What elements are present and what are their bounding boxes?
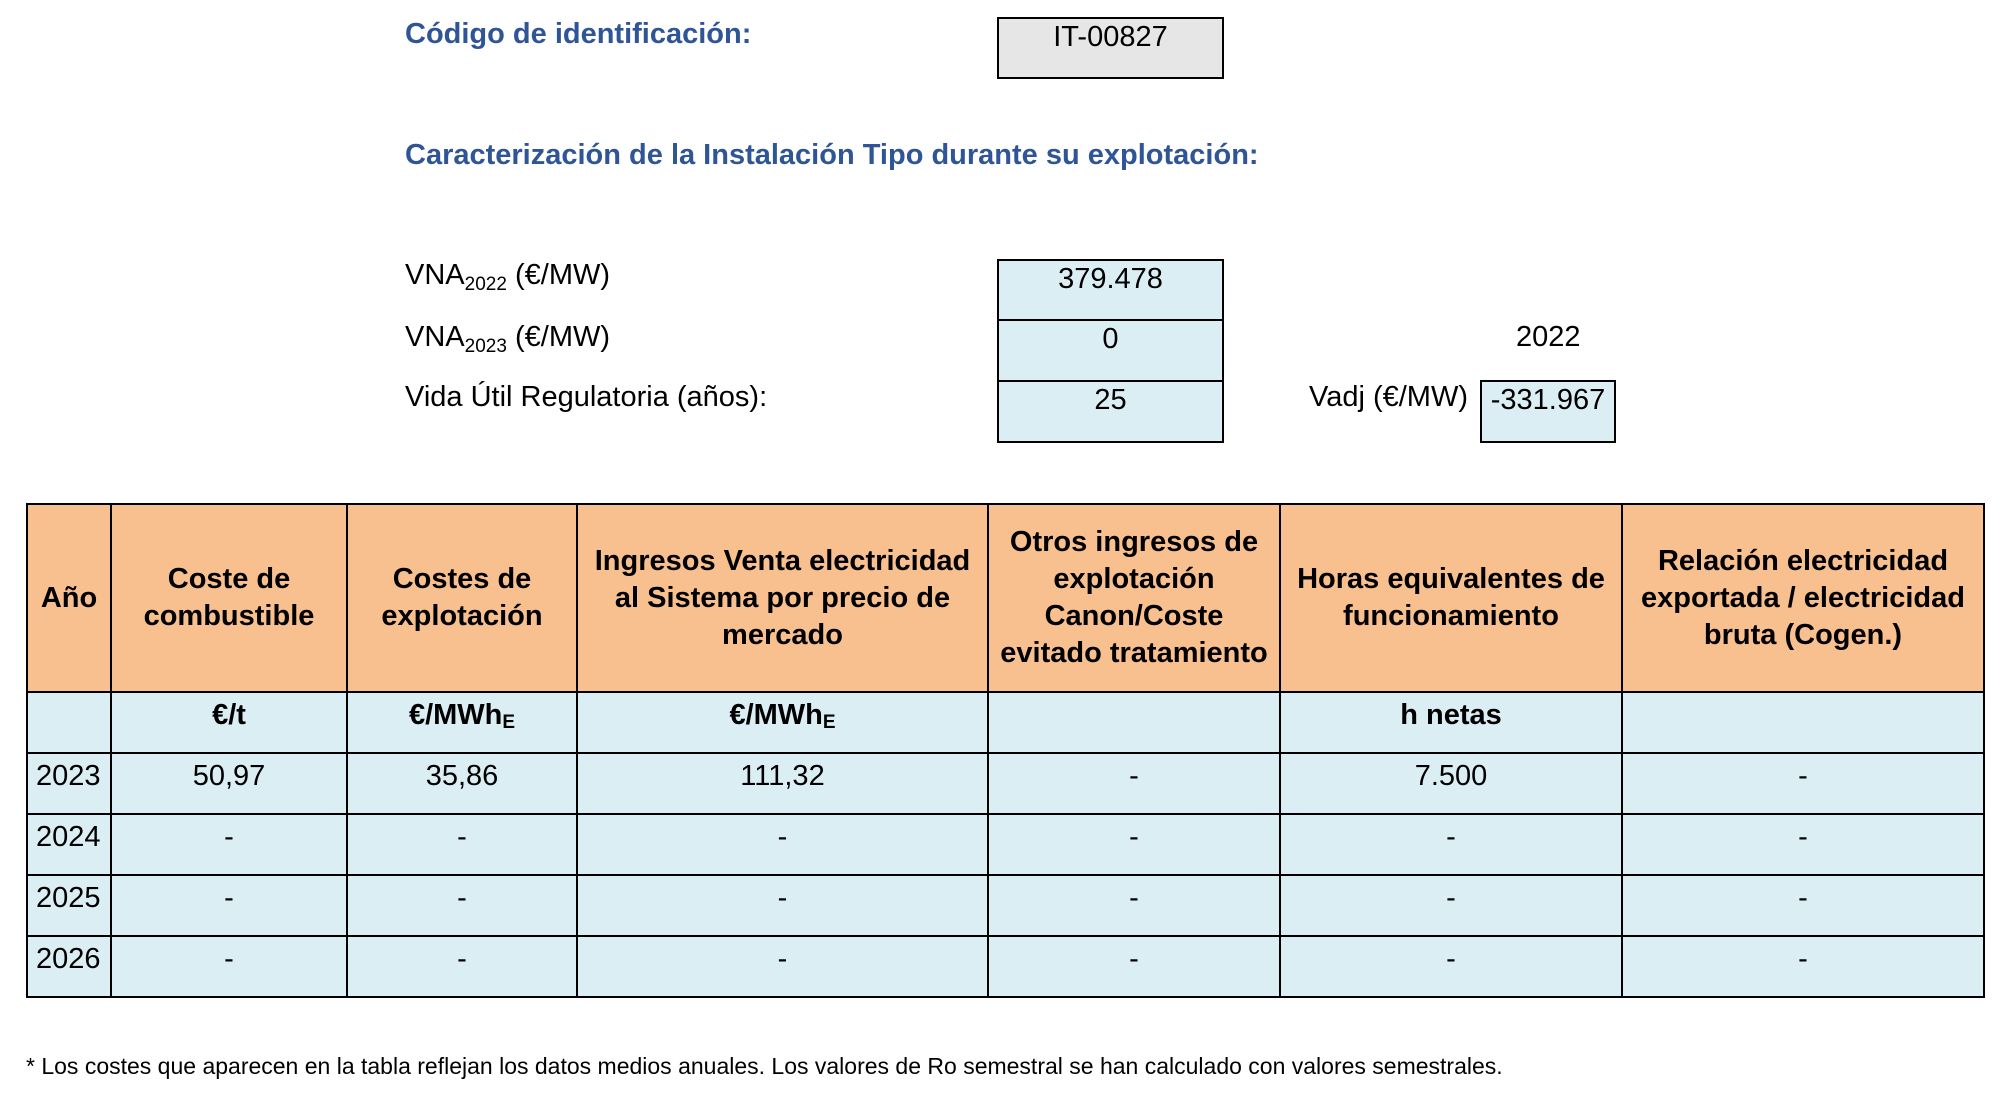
- section-title: Caracterización de la Instalación Tipo durante su explotación:: [405, 139, 1259, 171]
- table-cell: -: [577, 814, 988, 875]
- table-cell: -: [111, 814, 347, 875]
- table-cell: 111,32: [577, 753, 988, 814]
- table-cell: -: [1622, 875, 1984, 936]
- vadj-value: -331.967: [1480, 380, 1616, 443]
- table-cell: -: [1280, 814, 1622, 875]
- footnote: * Los costes que aparecen en la tabla reflejan los datos medios anuales. Los valores de Ro semestral se han calculado con valores semestrales.: [26, 1053, 1503, 1079]
- header-fuel-cost: Coste de combustible: [111, 504, 347, 692]
- table-row: [27, 936, 1984, 997]
- unit-cell: €/MWhE: [577, 692, 988, 753]
- table-row: [27, 814, 1984, 875]
- table-cell: -: [988, 814, 1280, 875]
- table-cell: -: [111, 875, 347, 936]
- table-cell: -: [1280, 936, 1622, 997]
- table-cell: -: [988, 875, 1280, 936]
- table-cell: -: [1622, 753, 1984, 814]
- table-row: [27, 753, 1984, 814]
- codigo-label: Código de identificación:: [405, 18, 752, 50]
- table-cell: -: [577, 936, 988, 997]
- table-cell: -: [988, 753, 1280, 814]
- unit-cell: [988, 692, 1280, 753]
- table-cell: 50,97: [111, 753, 347, 814]
- header-market-revenue: Ingresos Venta electricidad al Sistema por precio de mercado: [577, 504, 988, 692]
- table-row: [27, 875, 1984, 936]
- table-cell: -: [1622, 936, 1984, 997]
- table-cell: -: [1280, 875, 1622, 936]
- units-row: [27, 692, 1984, 753]
- table-cell: 2026: [27, 936, 111, 997]
- table-cell: -: [111, 936, 347, 997]
- unit-cell: h netas: [1280, 692, 1622, 753]
- header-other-revenue: Otros ingresos de explotación Canon/Coste evitado tratamiento: [988, 504, 1280, 692]
- table-cell: -: [577, 875, 988, 936]
- costs-table: [26, 503, 1985, 998]
- vida-util-value: 25: [997, 380, 1224, 443]
- table-cell: -: [347, 814, 577, 875]
- header-year: Año: [27, 504, 111, 692]
- table-cell: 7.500: [1280, 753, 1622, 814]
- vida-util-label: Vida Útil Regulatoria (años):: [405, 381, 768, 413]
- table-cell: -: [1622, 814, 1984, 875]
- header-equivalent-hours: Horas equivalentes de funcionamiento: [1280, 504, 1622, 692]
- vna2023-label: $VNA_{2023}$ (€/MW): [405, 321, 611, 357]
- vna2023-value: 0: [997, 319, 1224, 382]
- table-cell: -: [347, 875, 577, 936]
- header-row: [27, 504, 1984, 692]
- unit-cell: [27, 692, 111, 753]
- table-cell: -: [347, 936, 577, 997]
- vadj-label: Vadj (€/MW): [1309, 381, 1468, 413]
- header-electricity-ratio: Relación electricidad exportada / electricidad bruta (Cogen.): [1622, 504, 1984, 692]
- vna2022-value: 379.478: [997, 259, 1224, 321]
- table-cell: 2023: [27, 753, 111, 814]
- unit-cell: €/t: [111, 692, 347, 753]
- unit-cell: €/MWhE: [347, 692, 577, 753]
- table-cell: -: [988, 936, 1280, 997]
- table-cell: 35,86: [347, 753, 577, 814]
- header-operating-costs: Costes de explotación: [347, 504, 577, 692]
- table-cell: 2024: [27, 814, 111, 875]
- vna2022-label: $VNA_{2022}$ (€/MW): [405, 259, 611, 295]
- table-cell: 2025: [27, 875, 111, 936]
- reference-year: 2022: [1516, 321, 1581, 353]
- codigo-value: IT-00827: [997, 17, 1224, 79]
- unit-cell: [1622, 692, 1984, 753]
